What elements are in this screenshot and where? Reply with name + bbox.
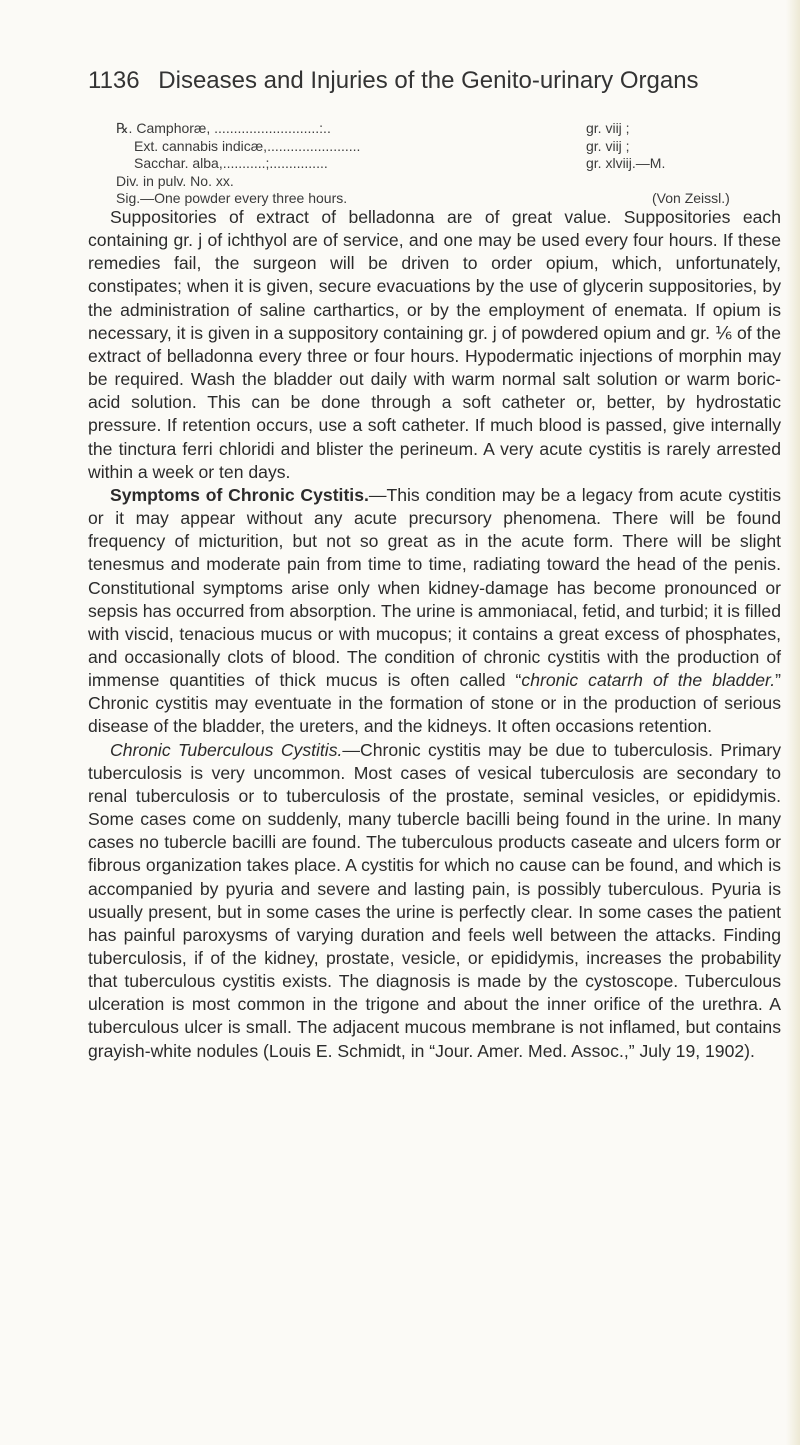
italic-term: chronic catarrh of the bladder.	[521, 670, 776, 691]
prescription-item: Ext. cannabis indicæ,........................	[134, 137, 361, 154]
paragraph-chronic-cystitis	[88, 484, 781, 739]
section-heading: Chronic Tuberculous Cystitis.	[110, 739, 343, 760]
prescription-dose: gr. viij ;	[586, 137, 630, 154]
paragraph-text: —Chronic cystitis may be due to tuberculosis. Primary tuberculosis is very uncommon. Most cases of vesical tuberculosis are secondary to renal tuberculosis or to tuberculosis of the prostate, seminal vesicles, or epididymis. Some cases come on suddenly, many tubercle bacilli being found in the urine. In many cases no tubercle bacilli are found. The tuberculous products caseate and ulcers form or fibrous organization takes place. A cystitis for which no cause can be found, and which is accompanied by pyuria and severe and lasting pain, is possibly tuberculous. Pyuria is usually present, but in some cases the urine is perfectly clear. In some cases the patient has painful paroxysms of varying duration and feels well between the attacks. Finding tuberculosis, if of the kidney, prostate, vesicle, or epididymis, increases the probability that tuberculous cystitis exists. The diagnosis is made by the cystoscope. Tuberculous ulceration is most common in the trigone and about the inner orifice of the urethra. A tuberculous ulcer is small. The adjacent mucous membrane is not inflamed, but contains grayish-white nodules (Louis E. Schmidt, in “Jour. Amer. Med. Assoc.,” July 19, 1902).	[88, 739, 781, 1061]
prescription-directions	[116, 173, 746, 191]
prescription-signature	[116, 190, 746, 208]
body-text	[88, 206, 781, 1063]
paragraph-belladonna: Suppositories of extract of belladonna are of great value. Suppositories each containing gr. j of ichthyol are of service, and one may be used every four hours. If these remedies fail, the surgeon will be driven to order opium, which, unfortunately, constipates; when it is given, secure evacuations by the use of glycerin suppositories, by the administration of saline carthartics, or by the employment of enemata. If opium is necessary, it is given in a suppository containing gr. j of powdered opium and gr. ⅙ of the extract of belladonna every three or four hours. Hypodermatic injections of morphin may be required. Wash the bladder out daily with warm normal salt solution or warm boric-acid solution. This can be done through a soft catheter or, better, by hydrostatic pressure. If retention occurs, use a soft catheter. If much blood is passed, give internally the tinctura ferri chloridi and blister the perineum. A very acute cystitis is rarely arrested within a week or ten days.	[88, 207, 781, 482]
paragraph-tuberculous-cystitis	[88, 739, 781, 1063]
page-edge	[786, 0, 800, 1445]
section-heading: Symptoms of Chronic Cystitis.	[110, 484, 369, 505]
page-header	[88, 66, 768, 96]
prescription-item: Sacchar. alba,...........;...............	[134, 155, 328, 171]
page-title: Diseases and Injuries of the Genito-urinary Organs	[158, 67, 699, 94]
prescription-dose: gr. xlviij.—M.	[586, 155, 666, 171]
prescription-item: Camphoræ, ...........................:..	[136, 120, 331, 136]
prescription-dose: gr. viij ;	[586, 120, 630, 136]
prescription-block	[116, 120, 746, 208]
prescription-line	[116, 155, 746, 173]
prescription-author: (Von Zeissl.)	[652, 190, 730, 206]
prescription-line	[116, 138, 746, 156]
directions-text: Div. in pulv. No. xx.	[116, 172, 234, 189]
prescription-line	[116, 120, 746, 138]
signature-text: Sig.—One powder every three hours.	[116, 190, 348, 206]
rx-symbol: ℞.	[116, 120, 133, 136]
paragraph-text: —This condition may be a legacy from acute cystitis or it may appear without any acute precursory phenomena. There will be found frequency of micturition, but not so great as in the acute form. There will be slight tenesmus and moderate pain from time to time, radiating toward the head of the penis. Constitutional symptoms arise only when kidney-damage has become pronounced or sepsis has occurred from absorption. The urine is ammoniacal, fetid, and turbid; it is filled with viscid, tenacious mucus or with mucopus; it contains a great excess of phosphates, and occasionally clots of blood. The condition of chronic cystitis with the production of immense quantities of thick mucus is often called “	[88, 484, 782, 691]
paragraph-text: ” Chronic cystitis may eventuate in the formation of stone or in the production of serious disease of the bladder, the ureters, and the kidneys. It often occasions retention.	[88, 670, 781, 737]
page-number: 1136	[88, 67, 140, 94]
